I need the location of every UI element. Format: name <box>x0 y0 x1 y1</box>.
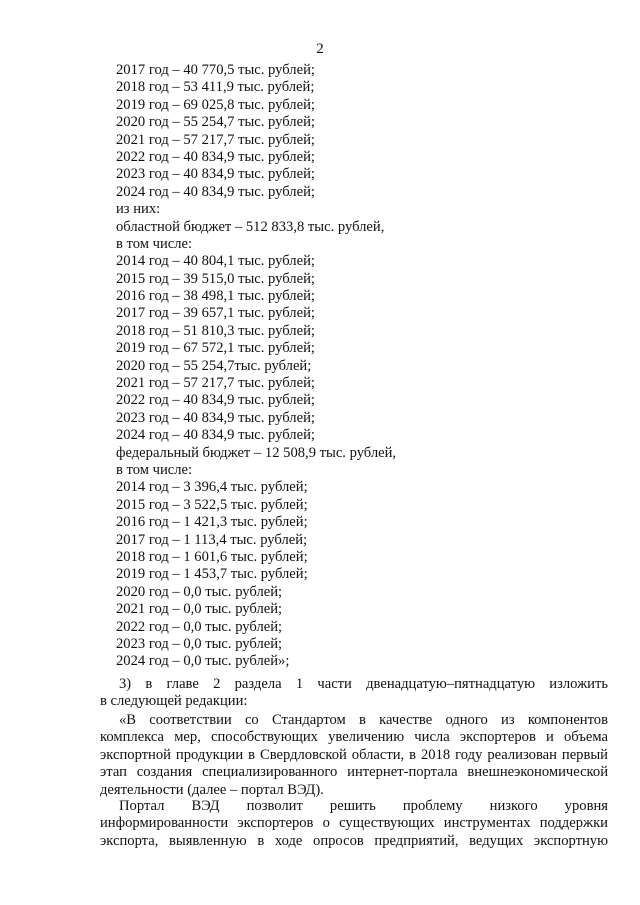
paragraph-line: деятельности (далее – портал ВЭД). <box>100 781 324 798</box>
list-line: 2024 год – 0,0 тыс. рублей»; <box>116 653 290 670</box>
list-line: 2020 год – 55 254,7 тыс. рублей; <box>116 114 315 131</box>
list-line: 2017 год – 40 770,5 тыс. рублей; <box>116 62 315 78</box>
list-line: 2023 год – 40 834,9 тыс. рублей; <box>116 409 315 426</box>
paragraph-line: 3) в главе 2 раздела 1 части двенадцатую–пятнадцатую изложить <box>119 676 608 692</box>
list-line: областной бюджет – 512 833,8 тыс. рублей, <box>116 218 385 235</box>
list-line: 2016 год – 1 421,3 тыс. рублей; <box>116 514 308 531</box>
list-line: 2017 год – 39 657,1 тыс. рублей; <box>116 305 315 322</box>
list-line: 2016 год – 38 498,1 тыс. рублей; <box>116 288 315 305</box>
list-line: 2022 год – 0,0 тыс. рублей; <box>116 618 283 635</box>
list-line: 2019 год – 67 572,1 тыс. рублей; <box>116 340 315 357</box>
list-line: 2018 год – 53 411,9 тыс. рублей; <box>116 79 315 96</box>
page-number: 2 <box>316 41 324 57</box>
list-line: в том числе: <box>116 461 193 478</box>
paragraph-line: комплекса мер, способствующих увеличению числа экспортеров и объема <box>100 729 608 746</box>
list-line: 2015 год – 39 515,0 тыс. рублей; <box>116 270 315 287</box>
list-line: 2015 год – 3 522,5 тыс. рублей; <box>116 496 308 513</box>
list-line: 2014 год – 40 804,1 тыс. рублей; <box>116 253 315 270</box>
paragraph-line: экспортной продукции в Свердловской области, в 2018 году реализован первый <box>100 746 608 763</box>
list-line: 2018 год – 51 810,3 тыс. рублей; <box>116 322 315 339</box>
quoted-paragraph <box>100 712 608 799</box>
budget-list <box>116 62 396 671</box>
list-line: 2018 год – 1 601,6 тыс. рублей; <box>116 548 308 565</box>
paragraph-line: экспорта, выявленную в ходе опросов предприятий, ведущих экспортную <box>100 832 608 849</box>
list-line: 2019 год – 1 453,7 тыс. рублей; <box>116 566 308 583</box>
amendment-paragraph <box>100 676 608 711</box>
list-line: 2020 год – 55 254,7тыс. рублей; <box>116 357 312 374</box>
list-line: 2021 год – 57 217,7 тыс. рублей; <box>116 375 315 392</box>
list-line: 2022 год – 40 834,9 тыс. рублей; <box>116 392 315 409</box>
list-line: 2022 год – 40 834,9 тыс. рублей; <box>116 148 315 165</box>
list-line: 2021 год – 57 217,7 тыс. рублей; <box>116 131 315 148</box>
paragraph-line: информированности экспортеров о существующих инструментах поддержки <box>100 815 608 832</box>
paragraph-line: «В соответствии со Стандартом в качестве одного из компонентов <box>119 712 608 728</box>
list-line: 2024 год – 40 834,9 тыс. рублей; <box>116 427 315 444</box>
paragraph-line: этап создания специализированного интернет-портала внешнеэкономической <box>100 764 608 781</box>
list-line: 2024 год – 40 834,9 тыс. рублей; <box>116 183 315 200</box>
list-line: в том числе: <box>116 235 193 252</box>
list-line: 2020 год – 0,0 тыс. рублей; <box>116 583 283 600</box>
list-line: из них: <box>116 201 161 218</box>
list-line: 2023 год – 0,0 тыс. рублей; <box>116 635 283 652</box>
list-line: федеральный бюджет – 12 508,9 тыс. рублей, <box>116 444 397 461</box>
list-line: 2023 год – 40 834,9 тыс. рублей; <box>116 166 315 183</box>
paragraph-line: в следующей редакции: <box>100 693 248 710</box>
portal-paragraph <box>100 798 608 850</box>
list-line: 2019 год – 69 025,8 тыс. рублей; <box>116 96 315 113</box>
paragraph-line: Портал ВЭД позволит решить проблему низкого уровня <box>119 798 608 814</box>
list-line: 2017 год – 1 113,4 тыс. рублей; <box>116 531 308 548</box>
list-line: 2014 год – 3 396,4 тыс. рублей; <box>116 479 308 496</box>
list-line: 2021 год – 0,0 тыс. рублей; <box>116 601 283 618</box>
